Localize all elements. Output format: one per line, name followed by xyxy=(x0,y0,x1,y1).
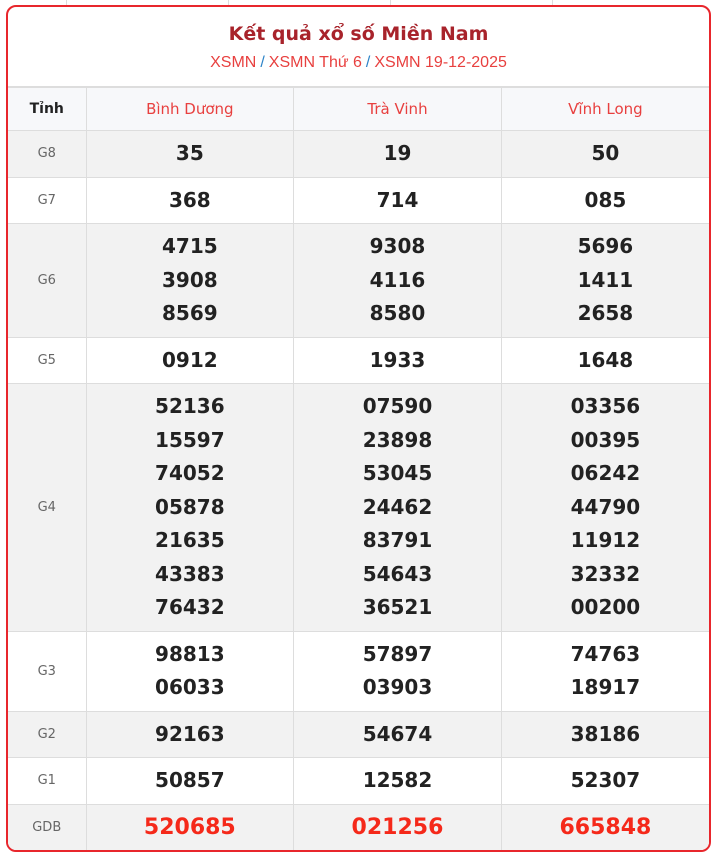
table-header-row xyxy=(8,88,709,131)
table-row-g7 xyxy=(8,177,709,224)
prize-number: 05878 xyxy=(155,494,225,519)
prize-cell xyxy=(86,758,294,805)
breadcrumb-xsmn[interactable]: XSMN xyxy=(210,54,257,71)
prize-cell xyxy=(294,804,502,851)
prize-cell xyxy=(86,224,294,338)
results-card xyxy=(6,5,711,852)
prize-number: 35 xyxy=(175,141,204,165)
prize-label: G6 xyxy=(8,224,86,338)
prize-cell xyxy=(501,384,709,632)
prize-number: 24462 xyxy=(362,494,433,519)
prize-number: 11912 xyxy=(570,528,641,552)
prize-cell xyxy=(501,177,709,224)
prize-number: 07590 xyxy=(362,394,433,418)
table-row-g4 xyxy=(8,384,709,632)
prize-cell xyxy=(501,631,709,711)
special-prize-number: 021256 xyxy=(351,814,444,840)
prize-number: 52136 xyxy=(155,394,225,418)
prize-number: 4715 xyxy=(161,234,218,258)
prize-cell xyxy=(86,384,294,632)
prize-cell xyxy=(294,131,502,178)
prize-number: 368 xyxy=(168,187,211,212)
prize-cell xyxy=(501,804,709,851)
prize-number: 8569 xyxy=(161,301,218,325)
prize-number: 21635 xyxy=(155,528,225,552)
prize-label: G1 xyxy=(8,758,86,805)
prize-cell xyxy=(501,131,709,178)
prize-cell xyxy=(294,177,502,224)
results-table xyxy=(8,87,709,851)
prize-label: G8 xyxy=(8,131,86,178)
breadcrumb-xsmn-thu-6[interactable]: XSMN Thứ 6 xyxy=(268,54,362,71)
prize-number: 23898 xyxy=(362,427,433,452)
results-header xyxy=(8,7,709,87)
prize-number: 0912 xyxy=(161,347,218,372)
prize-label: GDB xyxy=(8,804,86,851)
prize-cell xyxy=(294,631,502,711)
table-row-g8 xyxy=(8,131,709,178)
page-title: Kết quả xổ số Miền Nam xyxy=(228,23,489,45)
prize-label: G3 xyxy=(8,631,86,711)
prize-cell xyxy=(501,224,709,338)
prize-number: 18917 xyxy=(570,675,641,699)
prize-cell xyxy=(86,711,294,758)
prize-number: 12582 xyxy=(362,768,433,792)
prize-cell xyxy=(501,758,709,805)
prize-label: G7 xyxy=(8,177,86,224)
prize-number: 83791 xyxy=(362,528,433,552)
prize-number: 714 xyxy=(376,187,419,212)
prize-number: 74052 xyxy=(155,461,225,485)
special-prize-number: 520685 xyxy=(143,814,236,840)
prize-number: 50857 xyxy=(155,768,225,792)
special-prize-number: 665848 xyxy=(559,814,652,840)
prize-number: 4116 xyxy=(369,267,426,292)
prize-number: 15597 xyxy=(155,427,225,452)
table-row-g5 xyxy=(8,337,709,384)
prize-number: 1411 xyxy=(577,267,634,292)
table-row-g6 xyxy=(8,224,709,338)
prize-number: 03903 xyxy=(362,675,433,699)
table-row-g2 xyxy=(8,711,709,758)
prize-number: 53045 xyxy=(362,461,433,485)
prize-number: 98813 xyxy=(155,641,225,666)
prize-cell xyxy=(86,337,294,384)
column-header-vinh-long[interactable]: Vĩnh Long xyxy=(501,88,709,131)
breadcrumb-separator: / xyxy=(365,54,371,71)
prize-cell xyxy=(86,131,294,178)
prize-cell xyxy=(86,177,294,224)
prize-number: 03356 xyxy=(570,394,641,418)
table-row-g3 xyxy=(8,631,709,711)
prize-cell xyxy=(86,804,294,851)
prize-number: 50 xyxy=(591,141,620,165)
prize-number: 54674 xyxy=(362,721,433,746)
prize-label: G5 xyxy=(8,337,86,384)
prize-number: 92163 xyxy=(155,721,225,746)
prize-number: 2658 xyxy=(577,301,634,325)
prize-number: 1648 xyxy=(577,347,634,372)
prize-number: 3908 xyxy=(161,267,218,292)
prize-cell xyxy=(86,631,294,711)
column-header-tra-vinh[interactable]: Trà Vinh xyxy=(294,88,502,131)
table-row-gdb xyxy=(8,804,709,851)
prize-cell xyxy=(294,384,502,632)
breadcrumb xyxy=(8,51,709,75)
prize-number: 19 xyxy=(383,141,412,165)
prize-number: 43383 xyxy=(155,561,225,586)
prize-number: 74763 xyxy=(570,641,641,666)
prize-number: 085 xyxy=(584,187,627,212)
prize-number: 44790 xyxy=(570,494,641,519)
prize-number: 1933 xyxy=(369,347,426,372)
prize-number: 00395 xyxy=(570,427,641,452)
prize-label: G2 xyxy=(8,711,86,758)
prize-number: 76432 xyxy=(155,595,225,619)
prize-number: 00200 xyxy=(570,595,641,619)
prize-number: 36521 xyxy=(362,595,433,619)
prize-number: 8580 xyxy=(369,301,426,325)
prize-number: 57897 xyxy=(362,641,433,666)
prize-number: 52307 xyxy=(570,768,641,792)
prize-number: 06033 xyxy=(155,675,225,699)
column-header-binh-duong[interactable]: Bình Dương xyxy=(86,88,294,131)
prize-label: G4 xyxy=(8,384,86,632)
prize-number: 06242 xyxy=(570,461,641,485)
prize-number: 5696 xyxy=(577,234,634,258)
prize-number: 9308 xyxy=(369,234,426,258)
prize-cell xyxy=(294,337,502,384)
column-header-province: Tỉnh xyxy=(8,88,86,131)
prize-cell xyxy=(294,758,502,805)
prize-number: 54643 xyxy=(362,561,433,586)
prize-cell xyxy=(501,711,709,758)
prize-cell xyxy=(501,337,709,384)
breadcrumb-xsmn-date[interactable]: XSMN 19-12-2025 xyxy=(374,54,507,71)
prize-number: 32332 xyxy=(570,561,641,586)
prize-number: 38186 xyxy=(570,721,641,746)
breadcrumb-separator: / xyxy=(260,54,265,71)
table-row-g1 xyxy=(8,758,709,805)
prize-cell xyxy=(294,711,502,758)
prize-cell xyxy=(294,224,502,338)
